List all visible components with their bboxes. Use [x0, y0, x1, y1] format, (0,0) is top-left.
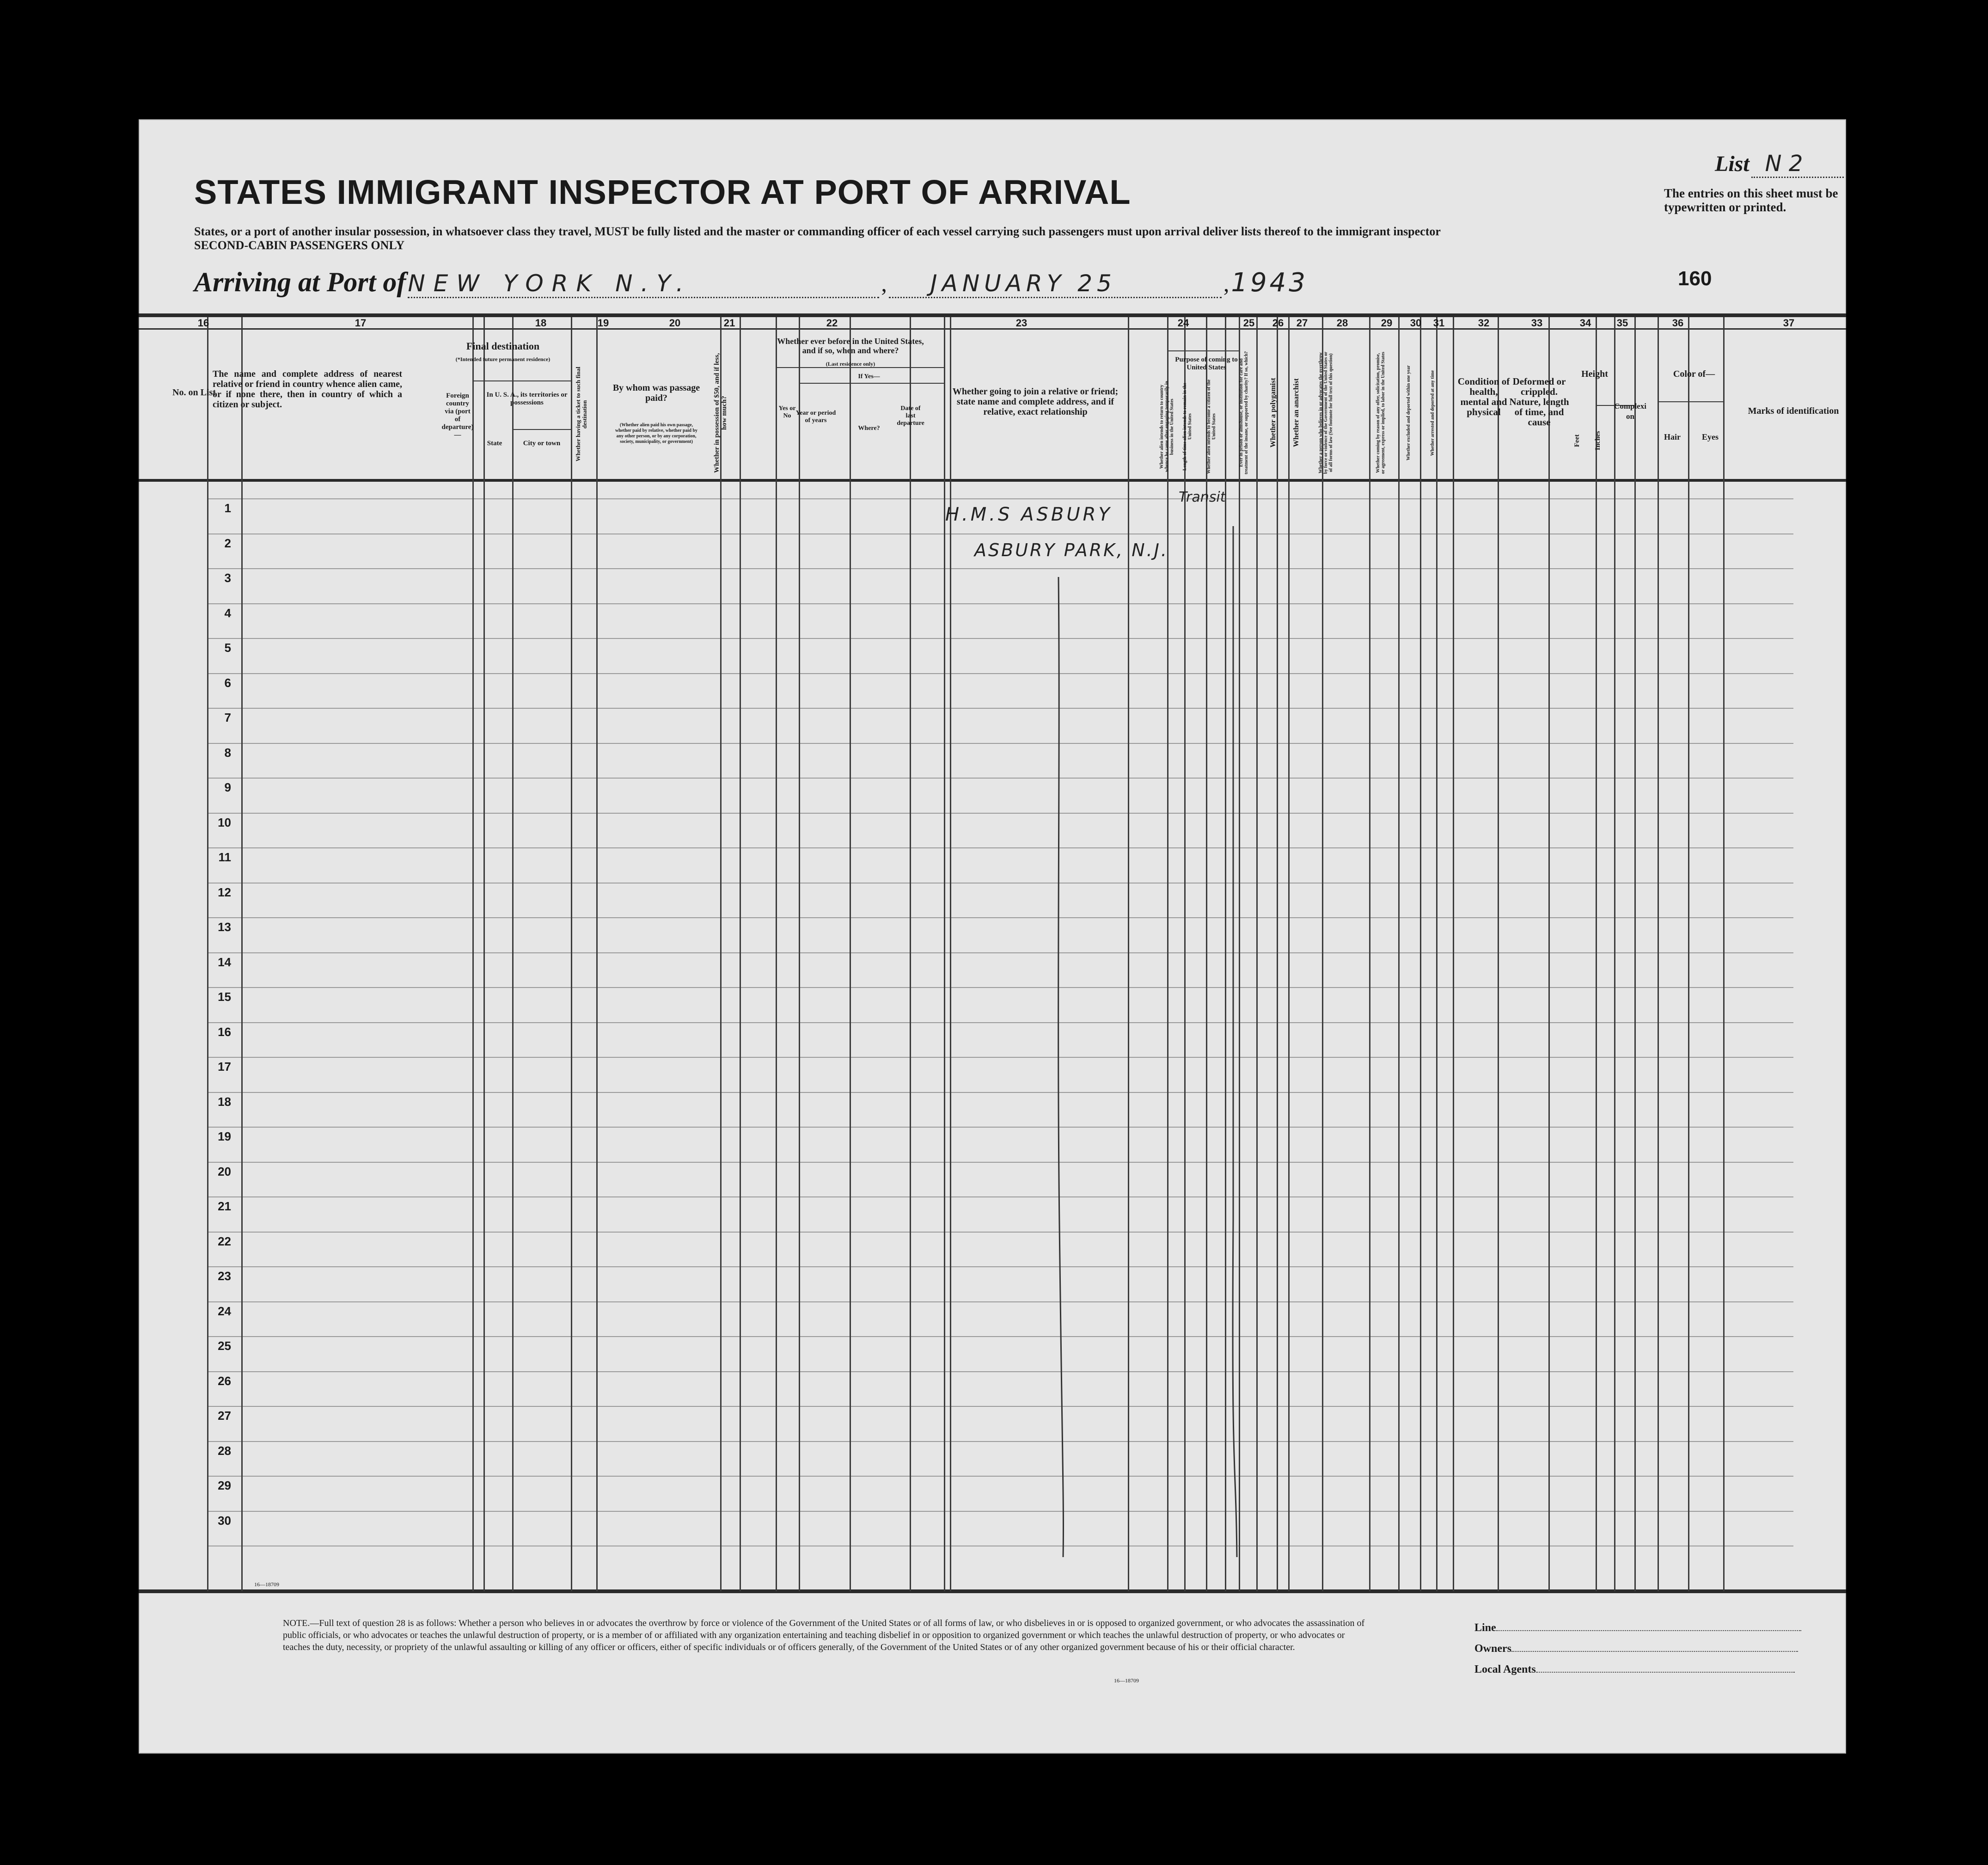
row-rule [208, 1092, 1793, 1093]
row-number: 19 [218, 1129, 231, 1143]
header-question-28: Whether a person who believes in or advocates the overthrow by force or violence of the Government of the United States or of all forms of law (See footnote for full text of this question) [1318, 351, 1333, 474]
header-cabin-class: SECOND-CABIN PASSENGERS ONLY [194, 239, 405, 252]
row-number: 13 [218, 920, 231, 934]
header-join-relative: Whether going to join a relative or friend; state name and complete address, and if relative, exact relationship [952, 386, 1119, 417]
header-state: State [487, 440, 502, 447]
column-rule [1420, 317, 1421, 1591]
local-agents-label: Local Agents [1474, 1663, 1536, 1675]
form-code-bottom: 16—18709 [1114, 1677, 1139, 1684]
row-rule [208, 1196, 1793, 1197]
column-rule [776, 317, 777, 1591]
column-number-19: 19 [597, 317, 609, 329]
row-number: 30 [218, 1513, 231, 1528]
row-rule [208, 778, 1793, 779]
typewritten-instruction: The entries on this sheet must be typewritten or printed. [1664, 186, 1838, 214]
owners-label: Owners [1474, 1643, 1511, 1655]
row-number: 25 [218, 1339, 231, 1353]
column-rule [1658, 317, 1659, 1591]
column-rule [1288, 317, 1290, 1591]
header-last-residence: (Last residence only) [826, 361, 875, 367]
table-bottom-border [139, 1589, 1846, 1593]
row-number: 1 [224, 501, 231, 515]
header-ever-before-in-us: Whether ever before in the United States, and if so, when and where? [777, 337, 924, 355]
row-rule [208, 1266, 1793, 1267]
footnote-question-28: NOTE.—Full text of question 28 is as follows: Whether a person who believes in or advocates the overthrow by force or violence of the Government of the United States or of all forms of law, or who disbelieves in or is opposed to organized government, or who advocates the assassination of public officials, or who advocates or teaches the unlawful destruction of property, or is a member of or affiliated with any organization entertaining and teaching disbelief in or opposition to organized government or which teaches the unlawful destruction of property, or who advocates or teaches the duty, necessity, or propriety of the unlawful assaulting or killing of any officer or officers, either of specific individuals or of officers generally, of the Government of the United States or of any other organized government because of his or their official character. [283, 1618, 1365, 1652]
column-rule [910, 317, 911, 1591]
column-number-17: 17 [355, 317, 367, 329]
header-city: City or town [523, 440, 561, 447]
column-rule [571, 317, 572, 1591]
header-health: Condition of health, mental and physical [1457, 376, 1510, 417]
row-number: 4 [224, 606, 231, 620]
form-code-top: 16—18709 [254, 1581, 279, 1588]
header-eyes: Eyes [1702, 432, 1719, 442]
header-purpose: Purpose of coming to United States [1175, 356, 1238, 371]
column-number-25: 25 [1243, 317, 1255, 329]
column-rule [850, 317, 851, 1591]
header-where: Where? [858, 425, 880, 432]
row-rule [208, 987, 1793, 988]
column-number-28: 28 [1336, 317, 1348, 329]
row-rule [208, 1022, 1793, 1023]
row-rule [208, 1511, 1793, 1512]
row-rule [208, 813, 1793, 814]
owners-field [1474, 1643, 1798, 1655]
row-rule [208, 498, 1793, 499]
row-number: 29 [218, 1479, 231, 1492]
row-rule [208, 1301, 1793, 1302]
column-number-35: 35 [1616, 317, 1628, 329]
header-final-destination-sub: (*Intended future permanent residence) [455, 356, 551, 362]
column-number-34: 34 [1579, 317, 1591, 329]
column-rule [1225, 317, 1226, 1591]
header-if-yes: If Yes— [858, 373, 880, 380]
row-number: 17 [218, 1060, 231, 1074]
subheader-rule [799, 383, 944, 384]
column-rule [1596, 317, 1597, 1591]
column-number-31: 31 [1433, 317, 1445, 329]
entry-row1-col23: H.M.S ASBURY [945, 504, 1113, 525]
row-rule [208, 952, 1793, 953]
row-number: 20 [218, 1164, 231, 1178]
column-rule [472, 317, 474, 1591]
header-excluded-deported: Whether excluded and deported within one year [1406, 365, 1411, 460]
row-number: 21 [218, 1199, 231, 1213]
manifest-sheet [139, 119, 1846, 1754]
header-intends-return: Whether alien intends to return to country whence he came after engaging temporarily in business in the United States [1159, 381, 1174, 472]
row-number: 5 [224, 641, 231, 655]
column-rule [1184, 317, 1186, 1591]
page-number: 160 [1678, 267, 1712, 290]
column-number-23: 23 [1015, 317, 1028, 329]
list-value: N 2 [1751, 151, 1844, 178]
header-color: Color of— [1673, 369, 1715, 379]
column-number-32: 32 [1478, 317, 1490, 329]
column-rule [1634, 317, 1636, 1591]
header-year-period: Year or period of years [795, 410, 836, 424]
year-value: 1943 [1231, 268, 1308, 298]
row-rule [208, 568, 1793, 569]
column-number-18: 18 [535, 317, 547, 329]
row-number: 24 [218, 1304, 231, 1318]
header-deformed: Deformed or crippled. Nature, length of time, and cause [1509, 376, 1569, 428]
column-rule [1723, 317, 1725, 1591]
header-subtitle: States, or a port of another insular possession, in whatsoever class they travel, MUST be fully listed and the master or commanding officer of each vessel carrying such passengers must upon arrival deliver lists thereof to the immigrant inspector [194, 225, 1441, 238]
column-number-33: 33 [1531, 317, 1543, 329]
column-rule [1322, 317, 1323, 1591]
local-agents-field [1474, 1663, 1795, 1676]
row-number: 22 [218, 1234, 231, 1248]
header-foreign-country: Foreign country via (port of departure)— [441, 392, 474, 439]
header-feet: Feet [1573, 434, 1581, 447]
arriving-label: Arriving at Port of [194, 267, 406, 297]
header-intends-citizen: Whether alien intends to become a citizen of the United States [1206, 379, 1217, 474]
column-number-26: 26 [1272, 317, 1284, 329]
column-rule [1128, 317, 1129, 1591]
row-rule [208, 673, 1793, 674]
column-rule [1453, 317, 1454, 1591]
row-number: 7 [224, 711, 231, 724]
column-rule [720, 317, 722, 1591]
line-field [1474, 1622, 1801, 1634]
row-rule [208, 1441, 1793, 1442]
column-number-29: 29 [1381, 317, 1393, 329]
row-rule [208, 917, 1793, 918]
column-number-21: 21 [723, 317, 735, 329]
list-number [1715, 151, 1844, 178]
column-rule [740, 317, 741, 1591]
row-rule [208, 1336, 1793, 1337]
row-number: 23 [218, 1269, 231, 1283]
column-rule [483, 317, 485, 1591]
row-rule [208, 1232, 1793, 1233]
header-height: Height [1581, 369, 1608, 379]
column-rule [1688, 317, 1689, 1591]
column-rule [1167, 317, 1168, 1591]
row-number: 26 [218, 1374, 231, 1388]
column-rule [1498, 317, 1499, 1591]
column-rule [596, 317, 598, 1591]
ditto-line-col24 [1230, 526, 1248, 1636]
row-number: 3 [224, 571, 231, 585]
row-rule [208, 1162, 1793, 1163]
header-marks-identification: Marks of identification [1748, 406, 1839, 416]
table-top-border [139, 313, 1846, 317]
row-rule [208, 1057, 1793, 1058]
subheader-rule [472, 380, 571, 381]
row-number: 11 [218, 850, 231, 864]
row-number: 6 [224, 675, 231, 690]
column-number-24: 24 [1177, 317, 1189, 329]
column-rule [1277, 317, 1278, 1591]
header-inches: Inches [1594, 431, 1602, 450]
header-complexion: Complexion [1614, 402, 1646, 421]
row-number: 8 [224, 745, 231, 760]
header-last-departure: Date of last departure [897, 405, 924, 427]
row-number: 27 [218, 1409, 231, 1423]
row-rule [208, 847, 1793, 848]
row-number: 10 [218, 815, 231, 829]
column-number-22: 22 [826, 317, 838, 329]
column-rule [1398, 317, 1400, 1591]
header-length-of-stay: Length of time alien intends to remain in the United States [1182, 383, 1193, 471]
header-yes-no: Yes or No [778, 405, 796, 419]
column-rule [241, 317, 243, 1591]
subheader-rule [512, 429, 571, 430]
row-rule [208, 1476, 1793, 1477]
row-rule [208, 708, 1793, 709]
column-rule [799, 317, 800, 1591]
page-title: STATES IMMIGRANT INSPECTOR AT PORT OF ARRIVAL [194, 173, 1131, 211]
row-rule [208, 743, 1793, 744]
header-passage-paid: By whom was passage paid? [612, 383, 700, 403]
row-rule [208, 638, 1793, 639]
row-rule [208, 603, 1793, 604]
column-number-37: 37 [1783, 317, 1795, 329]
header-polygamist: Whether a polygamist [1269, 378, 1277, 448]
subheader-rule [1658, 401, 1723, 402]
row-number: 28 [218, 1443, 231, 1458]
row-rule [208, 1127, 1793, 1128]
header-hair: Hair [1664, 432, 1681, 442]
header-no-on-list: No. on List [172, 387, 216, 398]
header-prison: Ever in prison or almshouse, or institution for care and treatment of the insane, or supported by charity? If so, which? [1239, 351, 1249, 475]
header-arrested-deported: Whether arrested and deported at any time [1430, 370, 1435, 456]
header-anarchist: Whether an anarchist [1292, 378, 1300, 448]
column-number-27: 27 [1296, 317, 1308, 329]
column-number-36: 36 [1672, 317, 1684, 329]
arrival-line: Arriving at Port of NEW YORK N.Y. , JANUARY 25 , 1943 [194, 267, 1308, 298]
header-nearest-relative: The name and complete address of nearest relative or friend in country whence alien came, or if none there, then in country of which a citizen or subject. [213, 369, 402, 410]
row-rule [208, 1406, 1793, 1407]
column-rule [1369, 317, 1370, 1591]
column-rule [512, 317, 514, 1591]
row-number: 18 [218, 1094, 231, 1109]
header-ticket: Whether having a ticket to such final destination [575, 367, 588, 462]
date-value: JANUARY 25 [889, 270, 1222, 298]
ditto-line-col23 [1054, 577, 1072, 1687]
line-label: Line [1474, 1622, 1496, 1634]
column-number-16: 16 [197, 317, 209, 329]
row-rule [208, 1371, 1793, 1372]
column-number-20: 20 [669, 317, 681, 329]
row-number: 14 [218, 955, 231, 969]
subheader-rule [1167, 350, 1239, 351]
header-in-usa: In U. S. A., its territories or possessions [486, 391, 568, 406]
header-fifty-dollars: Whether in possession of $50, and if less, how much? [713, 353, 728, 473]
header-labor-contract: Whether coming by reason of any offer, solicitation, promise, or agreement, express or implied, to labor in the United States [1376, 351, 1386, 474]
list-label: List [1715, 152, 1749, 176]
column-rule [1256, 317, 1258, 1591]
port-value: NEW YORK N.Y. [408, 270, 879, 298]
entry-row2-col23: ASBURY PARK, N.J. [974, 540, 1168, 560]
header-final-destination: Final destination [466, 340, 540, 352]
row-number: 15 [218, 990, 231, 1004]
column-rule [1614, 317, 1615, 1591]
row-number: 2 [224, 536, 231, 550]
row-number: 9 [224, 780, 231, 794]
column-rule [1436, 317, 1437, 1591]
row-number: 16 [218, 1025, 231, 1039]
column-rule [1206, 317, 1207, 1591]
row-number: 12 [218, 885, 231, 899]
column-number-30: 30 [1410, 317, 1422, 329]
header-passage-paid-sub: (Whether alien paid his own passage, whether paid by relative, whether paid by any other person, or by any corporation, society, municipality, or government) [615, 423, 698, 444]
header-bottom-rule [139, 479, 1846, 482]
entry-row1-col24: Transit [1179, 489, 1226, 505]
column-rule [1548, 317, 1550, 1591]
